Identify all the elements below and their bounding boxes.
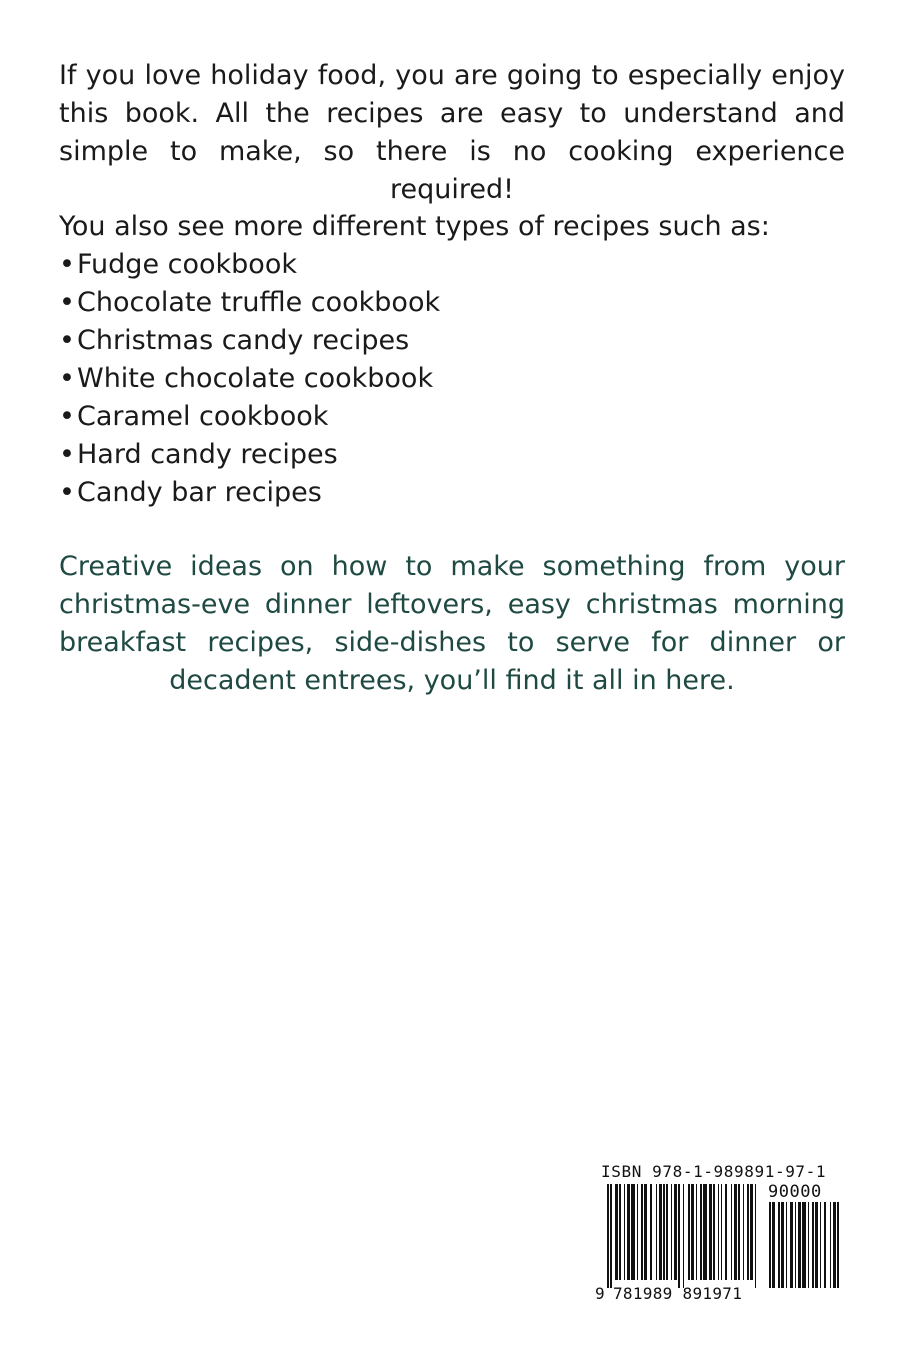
list-item (59, 322, 440, 360)
barcode-bar (812, 1202, 814, 1288)
barcode-bar (781, 1202, 784, 1288)
barcode-bar (709, 1184, 712, 1280)
barcode-bar (798, 1202, 801, 1288)
bullet-icon: • (59, 363, 75, 394)
barcode-bar (671, 1184, 673, 1280)
creative-ideas-paragraph: Creative ideas on how to make something from your christmas-eve dinner leftovers, easy christmas morning breakfast recipes, side-dishes to serve for dinner or decadent entrees, you’ll find it all in here. (59, 551, 845, 696)
bullet-icon: • (59, 477, 75, 508)
bullet-icon: • (59, 249, 75, 280)
barcode-bar (786, 1202, 788, 1288)
barcode-bar (691, 1184, 694, 1280)
price-code: 90000 (768, 1182, 822, 1202)
barcode-bar (747, 1184, 749, 1280)
list-item (59, 246, 440, 284)
list-item-label: Hard candy recipes (77, 439, 338, 470)
barcode-bar (683, 1184, 685, 1288)
barcode-main-bars (607, 1184, 763, 1288)
barcode-bar (772, 1202, 775, 1288)
list-item-label: Caramel cookbook (77, 401, 329, 432)
barcode-bar (674, 1184, 677, 1280)
list-item (59, 360, 440, 398)
barcode-bar (631, 1184, 635, 1280)
barcode-bar (656, 1184, 658, 1280)
barcode-bar (678, 1184, 680, 1288)
barcode-bar (755, 1184, 757, 1288)
list-item-label: Fudge cookbook (77, 249, 297, 280)
recipe-list-lead: You also see more different types of recipes such as: (59, 211, 770, 242)
barcode-bar (769, 1202, 771, 1288)
barcode-bar (790, 1202, 793, 1288)
barcode-bar (734, 1184, 737, 1280)
bullet-icon: • (59, 401, 75, 432)
list-item-label: White chocolate cookbook (77, 363, 434, 394)
barcode-bar (659, 1184, 662, 1280)
recipe-list (59, 246, 440, 512)
barcode-addon-bars (769, 1202, 851, 1288)
barcode-bar (738, 1184, 740, 1280)
list-item (59, 398, 440, 436)
barcode-bar (802, 1202, 806, 1288)
list-item (59, 474, 440, 512)
barcode-bar (725, 1184, 727, 1280)
barcode-bar (650, 1184, 652, 1280)
list-item-label: Candy bar recipes (77, 477, 322, 508)
barcode-bar (778, 1202, 780, 1288)
barcode-bar (663, 1184, 665, 1280)
barcode-bar (743, 1184, 745, 1280)
barcode-bar (666, 1184, 668, 1280)
barcode-bar (808, 1202, 810, 1288)
barcode-bar (837, 1202, 839, 1288)
isbn-label: ISBN 978-1-989891-97-1 (601, 1162, 827, 1181)
bullet-icon: • (59, 287, 75, 318)
barcode-bar (721, 1184, 723, 1280)
barcode-bar (795, 1202, 797, 1288)
barcode-bar (820, 1202, 822, 1288)
barcode-bar (610, 1184, 612, 1288)
bullet-icon: • (59, 325, 75, 356)
barcode-bar (607, 1184, 609, 1288)
isbn-barcode (593, 1160, 855, 1306)
barcode-bar (830, 1202, 832, 1288)
barcode-bar (718, 1184, 720, 1280)
intro-paragraph: If you love holiday food, you are going to especially enjoy this book. All the recipes are easy to understand and simple to make, so there is no cooking experience required! (59, 60, 845, 205)
barcode-bar (619, 1184, 621, 1280)
list-item-label: Chocolate truffle cookbook (77, 287, 441, 318)
barcode-bar (615, 1184, 618, 1280)
list-item (59, 436, 440, 474)
barcode-bar (627, 1184, 630, 1280)
barcode-bar (641, 1184, 643, 1280)
barcode-digit-first: 9 (595, 1284, 605, 1303)
list-item-label: Christmas candy recipes (77, 325, 410, 356)
list-item (59, 284, 440, 322)
barcode-bar (700, 1184, 702, 1280)
barcode-bar (696, 1184, 698, 1280)
barcode-bar (624, 1184, 626, 1280)
bullet-icon: • (59, 439, 75, 470)
barcode-digits-rest: 781989 891971 (613, 1284, 743, 1303)
barcode-bar (731, 1184, 733, 1280)
barcode-bar (815, 1202, 818, 1288)
barcode-bar (713, 1184, 715, 1280)
barcode-bar (644, 1184, 647, 1280)
barcode-bar (833, 1202, 836, 1288)
barcode-bar (637, 1184, 639, 1280)
barcode-bar (703, 1184, 707, 1280)
barcode-bar (750, 1184, 753, 1280)
barcode-bar (688, 1184, 690, 1280)
barcode-bar (824, 1202, 826, 1288)
